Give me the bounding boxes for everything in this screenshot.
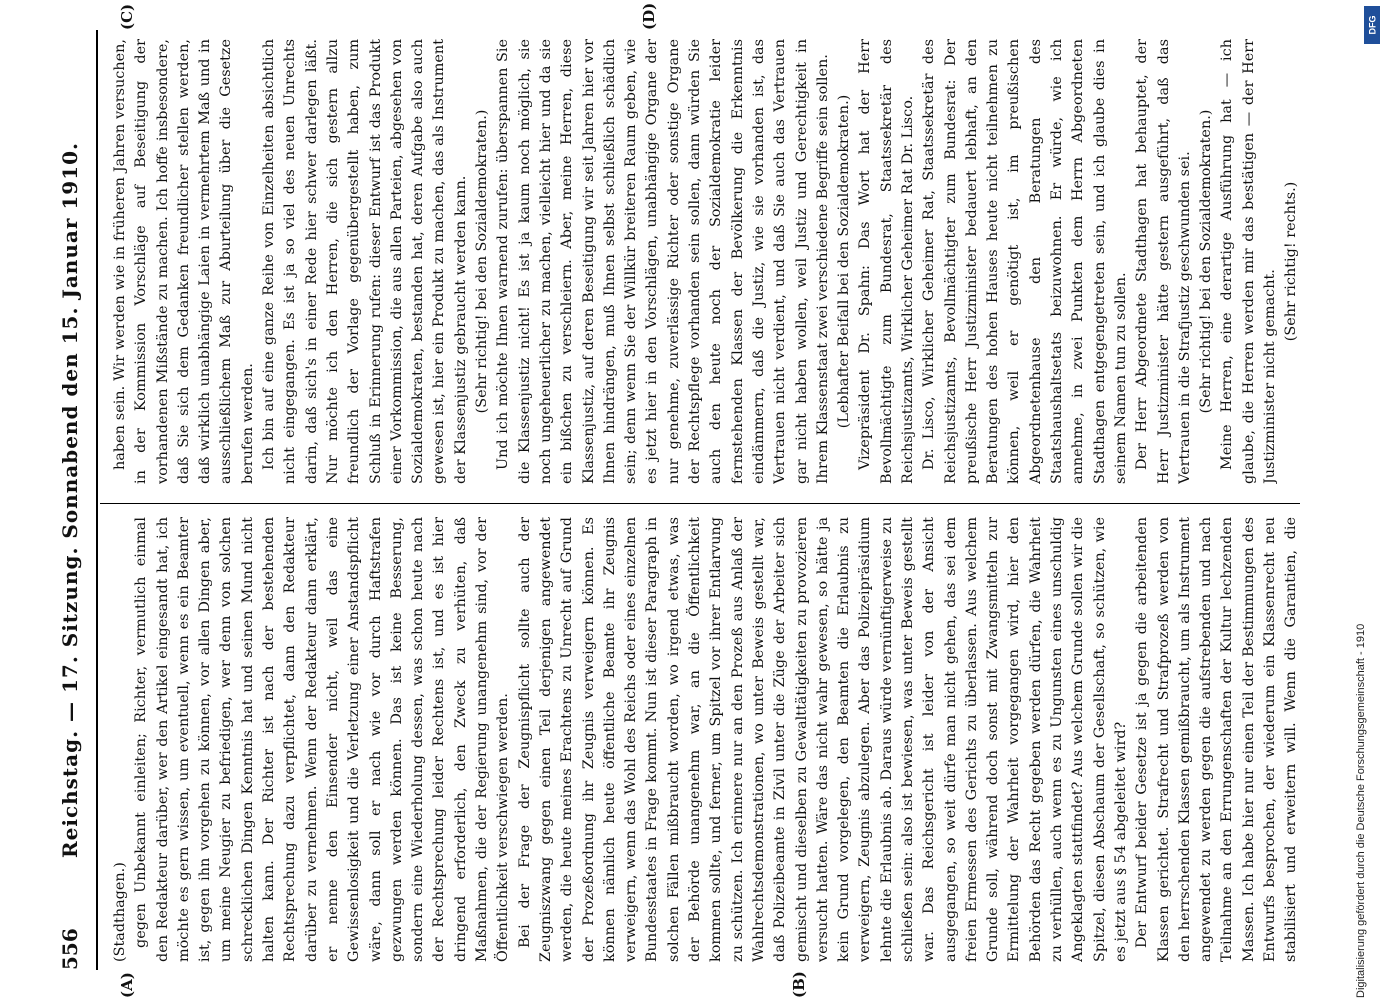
page-header bbox=[40, 30, 98, 970]
paragraph: (Sehr richtig! bei den Sozialdemokraten.) bbox=[474, 109, 491, 414]
paragraph: Der Entwurf beider Gesetze ist ja gegen die arbeitenden Klassen gerichtet. Strafrecht und Strafprozeß werden von den herrschenden Klassen gemißbraucht, um als Instrument angewendet zu werden gegen die aufstrebenden und nach Teilnahme an den Errungenschaften der Kultur lechzenden Massen. Ich habe hier nur einen Teil der Bestimmungen des Entwurfs besprochen, der wiederum ein Klassenrecht neu stabilisiert und erweitern will. Wenn die Garantien, die bbox=[1134, 517, 1300, 962]
margin-marker-b: (B) bbox=[790, 971, 808, 998]
paragraph: Dr. Lisco, Wirklicher Geheimer Rat, Staatssekretär des Reichsjustizamts, Bevollmächtigter zum Bundesrat: Der preußische Herr Justizminister bedauert lebhaft, an den Beratungen des hohen Hauses heute nicht teilnehmen zu können, weil er genötigt ist, im preußischen Abgeordnetenhause den Beratungen des Staatshaushaltsetats beizuwohnen. Er würde, wie ich annehme, in zwei Punkten dem Herrn Abgeordneten Stadthagen entgegengetreten sein, und ich glaube dies in seinem Namen tun zu sollen. bbox=[921, 39, 1129, 484]
paragraph: gegen Unbekannt einleiten; Richter, vermutlich einmal den Redakteur darüber, wer den Artikel eingesandt hat, ich möchte es gern wissen, um eventuell, wenn es ein Beamter ist, gegen ihn vorgehen zu können, vor allen Dingen aber, um meine Neugier zu befriedigen, wer denn von solchen schrecklichen Dingen Kenntnis hat und seinen Mund nicht halten kann. Der Richter ist nach der bestehenden Rechtsprechung dazu verpflichtet, dann den Redakteur darüber zu vernehmen. Wenn der Redakteur dann erklärt, er nenne den Einsender nicht, weil das eine Gewissenlosigkeit und die Verletzung einer Anstandspflicht wäre, dann soll er nach wie vor durch Haftstrafen gezwungen werden können. Das ist keine Besserung, sondern eine Wiederholung dessen, was schon heute nach der Rechtsprechung leider Rechtens ist, und es ist hier dringend erforderlich, den Zweck zu verhüten, daß Maßnahmen, die der Regierung unangenehm sind, vor der Öffentlichkeit verschwiegen werden. bbox=[133, 517, 512, 962]
margin-marker-a: (A) bbox=[118, 972, 136, 998]
paragraph: (Lebhafter Beifall bei den Sozialdemokraten.) bbox=[836, 94, 853, 429]
column-divider bbox=[100, 503, 1300, 504]
page-title: Reichstag. — 17. Sitzung. Sonnabend den 15. Januar 1910. bbox=[58, 142, 82, 858]
dfg-logo: DFG bbox=[1364, 6, 1380, 44]
paragraph: Vizepräsident Dr. Spahn: Das Wort hat der Herr Bevollmächtigte zum Bundesrat, Staatssekretär des Reichsjustizamts, Wirklicher Geheimer Rat Dr. Lisco. bbox=[857, 39, 916, 484]
digitization-note: Digitalisierung gefördert durch die Deutsche Forschungsgemeinschaft - 1910 bbox=[1355, 623, 1367, 998]
page-number: 556 bbox=[58, 928, 82, 970]
paragraph: Meine Herren, eine derartige Ausführung hat — ich glaube, die Herren werden mir das bestätigen — der Herr Justizminister nicht gemacht. bbox=[1219, 39, 1279, 484]
paragraph: Ich bin auf eine ganze Reihe von Einzelheiten absichtlich nicht eingegangen. Es ist ja so viel des neuen Unrechts darin, daß sich's in einer Rede hier schwer darlegen läßt. Nur möchte ich den Herren, die sich gestern allzu freundlich der Vorlage gegenübergestellt haben, zum Schluß in Erinnerung rufen: dieser Entwurf ist das Produkt einer Vorkommission, die aus allen Parteien, abgesehen von Sozialdemokraten, bestanden hat, deren Aufgabe also auch gewesen ist, hier ein Produkt zu machen, das als Instrument der Klassenjustiz gebraucht werden kann. bbox=[261, 39, 469, 484]
paragraph: Und ich möchte Ihnen warnend zurufen: überspannen Sie die Klassenjustiz nicht! Es ist ja kaum noch möglich, sie noch ungeheuerlicher zu machen, vielleicht hier und da sie ein bißchen zu verschleiern. Aber, meine Herren, diese Klassenjustiz, auf deren Beseitigung wir seit Jahren hier vor Ihnen hindrängen, muß Ihnen selbst schließlich schädlich sein; denn wenn Sie der Willkür breiteren Raum geben, wie es jetzt hier in den Vorschlägen, unabhängige Organe der nur genehme, zuverlässige Richter oder sonstige Organe der Rechtspflege vorhanden sein sollen, dann würden Sie auch den heute noch der Sozialdemokratie leider fernstehenden Klassen der Bevölkerung die Erkenntnis eindämmern, daß die Justiz, wie sie vorhanden ist, das Vertrauen nicht verdient, und daß Sie auch das Vertrauen gar nicht haben wollen, weil Justiz und Gerechtigkeit in Ihrem Klassenstaat zwei verschiedene Begriffe sein sollen. bbox=[495, 39, 831, 484]
margin-marker-c: (C) bbox=[118, 3, 136, 30]
paragraph: Der Herr Abgeordnete Stadthagen hat behauptet, der Herr Justizminister hätte gestern ausgeführt, daß das Vertrauen in die Strafjustiz geschwunden sei. bbox=[1134, 39, 1193, 484]
margin-marker-d: (D) bbox=[640, 2, 658, 30]
paragraph: Bei der Frage der Zeugnispflicht sollte auch der Zeugniszwang gegen einen Teil derjenigen angewendet werden, die heute meines Erachtens zu Unrecht auf Grund der Prozeßordnung ihr Zeugnis verweigern können. Es können nämlich heute öffentliche Beamte ihr Zeugnis verweigern, wenn das Wohl des Reichs oder eines einzelnen Bundesstaates in Frage kommt. Nun ist dieser Paragraph in solchen Fällen mißbraucht worden, wo irgend etwas, was der Behörde unangenehm war, an die Öffentlichkeit kommen sollte, und ferner, um Spitzel vor ihrer Entlarvung zu schützen. Ich erinnere nur an den Prozeß aus Anlaß der Wahlrechtsdemonstrationen, wo unter Beweis gestellt war, daß Polizeibeamte in Zivil unter die Züge der Arbeiter sich gemischt und dieselben zu Gewalttätigkeiten zu provozieren versucht hatten. Wäre das nicht wahr gewesen, so hätte ja kein Grund vorgelegen, den Beamten die Erlaubnis zu verweigern, Zeugnis abzulegen. Aber das Polizeipräsidium lehnte die Erlaubnis ab. Daraus würde vernünftigerweise zu schließen sein: also ist bewiesen, was unter Beweis gestellt war. Das Reichsgericht ist leider von der Ansicht ausgegangen, so weit dürfe man nicht gehen, das sei dem freien Ermessen des Gerichts zu überlassen. Aus welchem Grunde soll, während doch sonst mit Zwangsmitteln zur Ermittelung der Wahrheit vorgegangen wird, hier den Behörden das Recht gegeben werden dürfen, die Wahrheit zu verhüllen, auch wenn es zu Ungunsten eines unschuldig Angeklagten stattfindet? Aus welchem Grunde sollen wir die Spitzel, diesen Abschaum der Gesellschaft, so schützen, wie es jetzt aus § 54 abgeleitet wird? bbox=[516, 517, 1129, 962]
right-text-column bbox=[110, 39, 1300, 484]
paragraph: haben sein. Wir werden wie in früheren Jahren versuchen, in der Kommission Vorschläge auf Beseitigung der vorhandenen Mißstände zu machen. Ich hoffe insbesondere, daß Sie sich dem Gedanken freundlicher stellen werden, daß wirklich unabhängige Laien in vermehrtem Maß und in ausschließlichem Maß zur Aburteilung über die Gesetze berufen werden. bbox=[112, 39, 256, 484]
left-text-column bbox=[110, 517, 1300, 962]
paragraph: (Stadthagen.) bbox=[112, 862, 128, 962]
paragraph: (Sehr richtig! rechts.) bbox=[1283, 181, 1300, 342]
paragraph: (Sehr richtig! bei den Sozialdemokraten.) bbox=[1198, 109, 1215, 414]
